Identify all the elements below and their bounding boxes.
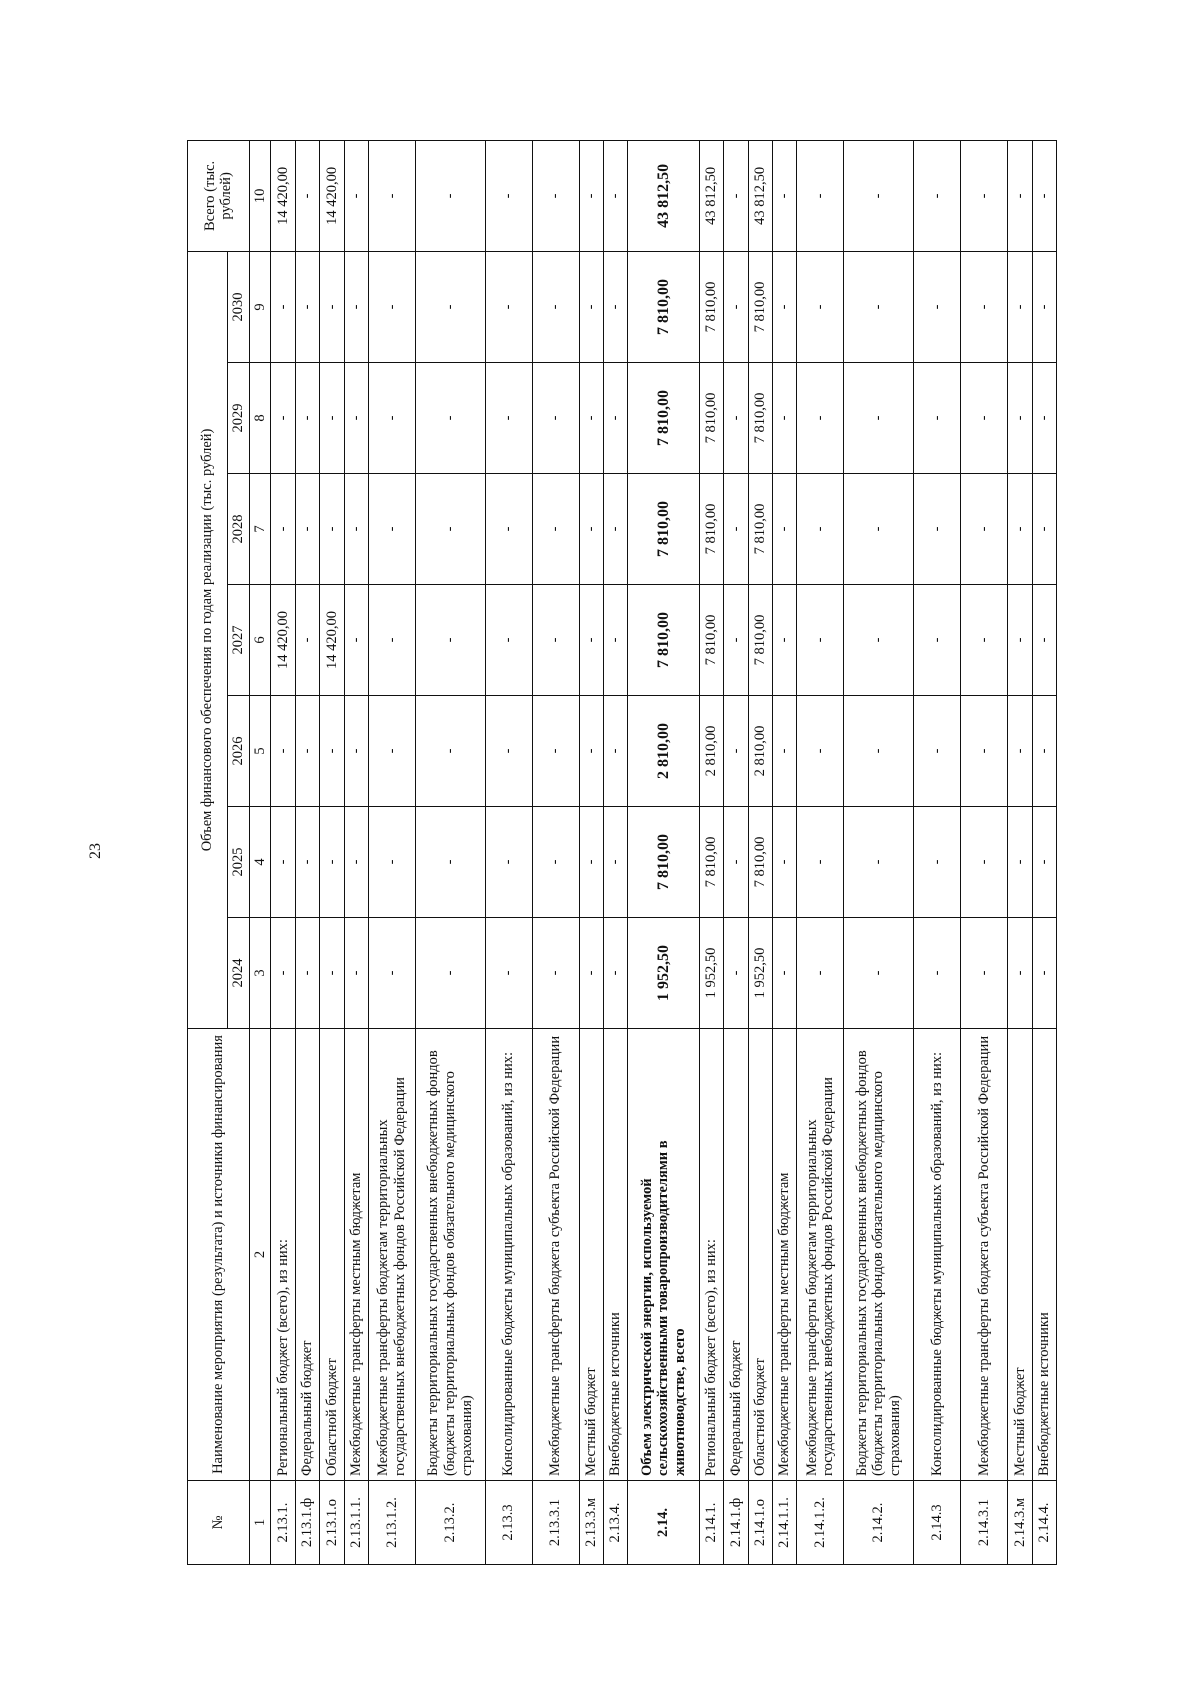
- row-year-value: -: [368, 251, 415, 362]
- row-year-value: 7 810,00: [700, 251, 724, 362]
- row-year-value: -: [1008, 251, 1032, 362]
- row-year-value: -: [604, 585, 628, 696]
- row-year-value: 7 810,00: [628, 807, 700, 918]
- row-code: 2.13.3: [485, 1481, 532, 1565]
- row-year-value: -: [532, 696, 579, 807]
- row-year-value: -: [485, 918, 532, 1029]
- row-year-value: -: [961, 696, 1008, 807]
- row-year-value: -: [532, 918, 579, 1029]
- row-year-value: 7 810,00: [748, 363, 772, 474]
- row-year-value: -: [1008, 585, 1032, 696]
- table-row: [773, 140, 797, 1564]
- row-year-value: -: [1032, 363, 1056, 474]
- row-year-value: -: [724, 918, 748, 1029]
- row-year-value: -: [344, 918, 368, 1029]
- row-year-value: -: [1032, 807, 1056, 918]
- table-row: [961, 140, 1008, 1564]
- row-year-value: -: [724, 363, 748, 474]
- row-year-value: -: [320, 696, 344, 807]
- row-total: -: [604, 140, 628, 251]
- row-year-value: -: [416, 474, 486, 585]
- table-row: [485, 140, 532, 1564]
- row-year-value: -: [844, 585, 914, 696]
- row-year-value: -: [579, 251, 603, 362]
- row-code: 2.14.1.: [700, 1481, 724, 1565]
- row-year-value: -: [320, 807, 344, 918]
- table-row: [604, 140, 628, 1564]
- column-number: 6: [249, 585, 271, 696]
- row-year-value: -: [914, 585, 961, 696]
- row-year-value: -: [485, 363, 532, 474]
- row-year-value: -: [773, 363, 797, 474]
- row-year-value: -: [416, 696, 486, 807]
- row-year-value: -: [961, 585, 1008, 696]
- header-year: 2026: [228, 696, 250, 807]
- row-year-value: 7 810,00: [628, 251, 700, 362]
- row-year-value: -: [914, 251, 961, 362]
- row-year-value: -: [773, 696, 797, 807]
- row-name: Бюджеты территориальных государственных внебюджетных фондов (бюджеты территориальных фондов обязательного медицинского страхования): [416, 1029, 486, 1481]
- row-code: 2.13.3.м: [579, 1481, 603, 1565]
- row-year-value: 1 952,50: [700, 918, 724, 1029]
- row-year-value: 7 810,00: [700, 585, 724, 696]
- row-code: 2.14.4.: [1032, 1481, 1056, 1565]
- header-number: №: [188, 1481, 250, 1565]
- row-code: 2.13.1.ф: [296, 1481, 320, 1565]
- row-year-value: -: [271, 251, 296, 362]
- row-year-value: 7 810,00: [748, 807, 772, 918]
- row-total: -: [532, 140, 579, 251]
- row-name: Федеральный бюджет: [296, 1029, 320, 1481]
- row-total: 43 812,50: [700, 140, 724, 251]
- row-code: 2.14.1.2.: [797, 1481, 844, 1565]
- row-year-value: -: [344, 251, 368, 362]
- row-year-value: -: [724, 696, 748, 807]
- table-row: [1008, 140, 1032, 1564]
- table-row: [628, 140, 700, 1564]
- row-name: Межбюджетные трансферты местным бюджетам: [344, 1029, 368, 1481]
- row-year-value: -: [961, 474, 1008, 585]
- table-row: [296, 140, 320, 1564]
- row-year-value: -: [296, 363, 320, 474]
- row-name: Межбюджетные трансферты бюджета субъекта Российской Федерации: [532, 1029, 579, 1481]
- row-total: -: [773, 140, 797, 251]
- row-name: Межбюджетные трансферты местным бюджетам: [773, 1029, 797, 1481]
- column-number: 10: [249, 140, 271, 251]
- row-year-value: 1 952,50: [628, 918, 700, 1029]
- row-year-value: -: [485, 474, 532, 585]
- row-year-value: 14 420,00: [320, 585, 344, 696]
- row-year-value: -: [416, 363, 486, 474]
- table-row: [271, 140, 296, 1564]
- row-total: -: [844, 140, 914, 251]
- row-code: 2.13.1.1.: [344, 1481, 368, 1565]
- header-year: 2029: [228, 363, 250, 474]
- row-year-value: -: [724, 585, 748, 696]
- row-year-value: -: [1008, 918, 1032, 1029]
- row-year-value: -: [368, 696, 415, 807]
- row-year-value: -: [579, 585, 603, 696]
- row-code: 2.13.2.: [416, 1481, 486, 1565]
- row-year-value: 7 810,00: [700, 807, 724, 918]
- row-year-value: -: [368, 807, 415, 918]
- row-year-value: -: [773, 918, 797, 1029]
- row-year-value: -: [773, 474, 797, 585]
- row-total: -: [296, 140, 320, 251]
- financing-table: [187, 140, 1057, 1565]
- row-year-value: -: [296, 585, 320, 696]
- page-number: 23: [87, 843, 104, 859]
- row-year-value: -: [532, 585, 579, 696]
- row-year-value: 7 810,00: [628, 585, 700, 696]
- row-year-value: -: [368, 363, 415, 474]
- header-year: 2028: [228, 474, 250, 585]
- row-year-value: -: [724, 251, 748, 362]
- column-number: 3: [249, 918, 271, 1029]
- table-row: [368, 140, 415, 1564]
- row-year-value: 7 810,00: [748, 251, 772, 362]
- column-number: 9: [249, 251, 271, 362]
- table-row: [724, 140, 748, 1564]
- row-year-value: 7 810,00: [748, 474, 772, 585]
- row-year-value: -: [797, 585, 844, 696]
- table-row: [748, 140, 772, 1564]
- row-year-value: -: [604, 363, 628, 474]
- row-year-value: -: [344, 363, 368, 474]
- header-year: 2025: [228, 807, 250, 918]
- row-year-value: -: [797, 918, 844, 1029]
- row-total: 43 812,50: [628, 140, 700, 251]
- row-name: Местный бюджет: [579, 1029, 603, 1481]
- row-year-value: -: [604, 251, 628, 362]
- row-year-value: -: [773, 807, 797, 918]
- row-year-value: -: [797, 363, 844, 474]
- row-code: 2.13.1.о: [320, 1481, 344, 1565]
- row-year-value: -: [724, 807, 748, 918]
- table-row: [914, 140, 961, 1564]
- header-volume: Объем финансового обеспечения по годам реализации (тыс. рублей): [188, 251, 228, 1028]
- row-total: -: [1008, 140, 1032, 251]
- row-year-value: 7 810,00: [748, 585, 772, 696]
- row-year-value: -: [961, 363, 1008, 474]
- row-year-value: -: [271, 696, 296, 807]
- row-year-value: -: [1032, 696, 1056, 807]
- row-year-value: 2 810,00: [700, 696, 724, 807]
- column-number: 2: [249, 1029, 271, 1481]
- column-number: 5: [249, 696, 271, 807]
- row-year-value: 7 810,00: [700, 363, 724, 474]
- row-year-value: -: [579, 474, 603, 585]
- row-year-value: -: [844, 807, 914, 918]
- row-year-value: -: [320, 474, 344, 585]
- row-total: -: [344, 140, 368, 251]
- row-year-value: -: [579, 363, 603, 474]
- row-year-value: 7 810,00: [628, 474, 700, 585]
- row-year-value: -: [416, 585, 486, 696]
- row-year-value: -: [1032, 585, 1056, 696]
- row-year-value: -: [271, 474, 296, 585]
- row-year-value: -: [914, 918, 961, 1029]
- row-year-value: -: [1032, 474, 1056, 585]
- row-year-value: -: [485, 696, 532, 807]
- row-year-value: -: [320, 363, 344, 474]
- row-year-value: -: [1008, 474, 1032, 585]
- row-year-value: -: [368, 474, 415, 585]
- row-year-value: -: [416, 807, 486, 918]
- row-year-value: 2 810,00: [628, 696, 700, 807]
- row-year-value: -: [485, 251, 532, 362]
- row-year-value: -: [1008, 807, 1032, 918]
- row-year-value: -: [532, 807, 579, 918]
- table-row: [579, 140, 603, 1564]
- row-year-value: -: [1032, 251, 1056, 362]
- row-year-value: -: [914, 696, 961, 807]
- row-total: 14 420,00: [271, 140, 296, 251]
- row-year-value: 14 420,00: [271, 585, 296, 696]
- row-name: Межбюджетные трансферты бюджетам территориальных государственных внебюджетных фондов Российской Федерации: [797, 1029, 844, 1481]
- table-row: [700, 140, 724, 1564]
- row-name: Межбюджетные трансферты бюджета субъекта Российской Федерации: [961, 1029, 1008, 1481]
- row-year-value: -: [368, 585, 415, 696]
- row-year-value: -: [797, 696, 844, 807]
- row-code: 2.13.1.: [271, 1481, 296, 1565]
- row-year-value: -: [604, 474, 628, 585]
- column-number: 4: [249, 807, 271, 918]
- row-code: 2.14.3.м: [1008, 1481, 1032, 1565]
- row-code: 2.14.3: [914, 1481, 961, 1565]
- row-year-value: -: [296, 474, 320, 585]
- row-total: -: [724, 140, 748, 251]
- row-year-value: -: [797, 807, 844, 918]
- row-year-value: -: [485, 585, 532, 696]
- row-year-value: -: [296, 696, 320, 807]
- row-year-value: -: [797, 474, 844, 585]
- row-total: -: [961, 140, 1008, 251]
- row-year-value: -: [271, 918, 296, 1029]
- column-number: 1: [249, 1481, 271, 1565]
- header-year: 2027: [228, 585, 250, 696]
- row-total: -: [1032, 140, 1056, 251]
- row-year-value: -: [773, 251, 797, 362]
- row-year-value: -: [344, 807, 368, 918]
- row-total: -: [485, 140, 532, 251]
- row-year-value: -: [1008, 696, 1032, 807]
- row-year-value: -: [579, 918, 603, 1029]
- row-year-value: -: [914, 807, 961, 918]
- row-year-value: -: [961, 807, 1008, 918]
- row-name: Региональный бюджет (всего), из них:: [700, 1029, 724, 1481]
- row-year-value: 1 952,50: [748, 918, 772, 1029]
- row-code: 2.14.1.1.: [773, 1481, 797, 1565]
- row-year-value: -: [485, 807, 532, 918]
- row-year-value: -: [844, 474, 914, 585]
- row-year-value: -: [579, 807, 603, 918]
- row-year-value: -: [344, 585, 368, 696]
- table-row: [344, 140, 368, 1564]
- row-year-value: -: [344, 474, 368, 585]
- row-year-value: -: [271, 807, 296, 918]
- row-year-value: -: [1008, 363, 1032, 474]
- row-total: -: [416, 140, 486, 251]
- row-name: Региональный бюджет (всего), из них:: [271, 1029, 296, 1481]
- row-code: 2.14.1.о: [748, 1481, 772, 1565]
- row-year-value: -: [532, 363, 579, 474]
- row-year-value: -: [368, 918, 415, 1029]
- row-year-value: -: [604, 918, 628, 1029]
- row-code: 2.14.1.ф: [724, 1481, 748, 1565]
- row-year-value: -: [532, 251, 579, 362]
- row-name: Областной бюджет: [748, 1029, 772, 1481]
- row-name: Консолидированные бюджеты муниципальных образований, из них:: [914, 1029, 961, 1481]
- row-code: 2.13.1.2.: [368, 1481, 415, 1565]
- row-year-value: -: [296, 251, 320, 362]
- row-name: Федеральный бюджет: [724, 1029, 748, 1481]
- row-code: 2.14.3.1: [961, 1481, 1008, 1565]
- row-total: -: [914, 140, 961, 251]
- row-year-value: -: [320, 918, 344, 1029]
- row-year-value: -: [271, 363, 296, 474]
- row-year-value: 7 810,00: [628, 363, 700, 474]
- row-year-value: -: [532, 474, 579, 585]
- row-year-value: -: [914, 474, 961, 585]
- row-year-value: -: [844, 918, 914, 1029]
- row-total: -: [579, 140, 603, 251]
- row-year-value: -: [914, 363, 961, 474]
- row-year-value: -: [844, 696, 914, 807]
- table-row: [844, 140, 914, 1564]
- row-year-value: -: [344, 696, 368, 807]
- row-year-value: -: [844, 363, 914, 474]
- column-number: 8: [249, 363, 271, 474]
- row-year-value: -: [844, 251, 914, 362]
- row-code: 2.13.4.: [604, 1481, 628, 1565]
- table-body: [271, 140, 1057, 1564]
- row-name: Объем электрической энергии, используемой сельскохозяйственными товаропроизводителями в животноводстве, всего: [628, 1029, 700, 1481]
- row-name: Местный бюджет: [1008, 1029, 1032, 1481]
- table-row: [532, 140, 579, 1564]
- row-year-value: -: [773, 585, 797, 696]
- row-year-value: 7 810,00: [700, 474, 724, 585]
- row-year-value: -: [579, 696, 603, 807]
- row-year-value: 2 810,00: [748, 696, 772, 807]
- row-name: Консолидированные бюджеты муниципальных образований, из них:: [485, 1029, 532, 1481]
- row-name: Областной бюджет: [320, 1029, 344, 1481]
- table-row: [416, 140, 486, 1564]
- row-name: Внебюджетные источники: [604, 1029, 628, 1481]
- table-row: [797, 140, 844, 1564]
- column-number: 7: [249, 474, 271, 585]
- header-total: Всего (тыс. рублей): [188, 140, 250, 251]
- header-year: 2030: [228, 251, 250, 362]
- row-year-value: -: [797, 251, 844, 362]
- row-year-value: -: [604, 696, 628, 807]
- row-code: 2.14.: [628, 1481, 700, 1565]
- row-total: -: [368, 140, 415, 251]
- row-total: 14 420,00: [320, 140, 344, 251]
- header-name: Наименование мероприятия (результата) и источники финансирования: [188, 1029, 250, 1481]
- row-year-value: -: [320, 251, 344, 362]
- row-total: 43 812,50: [748, 140, 772, 251]
- rotated-table-container: [187, 145, 1057, 1565]
- row-code: 2.13.3.1: [532, 1481, 579, 1565]
- table-row: [320, 140, 344, 1564]
- table-row: [1032, 140, 1056, 1564]
- row-name: Внебюджетные источники: [1032, 1029, 1056, 1481]
- row-code: 2.14.2.: [844, 1481, 914, 1565]
- header-year: 2024: [228, 918, 250, 1029]
- row-year-value: -: [1032, 918, 1056, 1029]
- row-year-value: -: [724, 474, 748, 585]
- row-year-value: -: [961, 251, 1008, 362]
- row-year-value: -: [416, 251, 486, 362]
- row-year-value: -: [604, 807, 628, 918]
- row-year-value: -: [416, 918, 486, 1029]
- row-year-value: -: [296, 918, 320, 1029]
- row-name: Межбюджетные трансферты бюджетам территориальных государственных внебюджетных фондов Российской Федерации: [368, 1029, 415, 1481]
- row-year-value: -: [296, 807, 320, 918]
- row-year-value: -: [961, 918, 1008, 1029]
- row-name: Бюджеты территориальных государственных внебюджетных фондов (бюджеты территориальных фондов обязательного медицинского страхования): [844, 1029, 914, 1481]
- row-total: -: [797, 140, 844, 251]
